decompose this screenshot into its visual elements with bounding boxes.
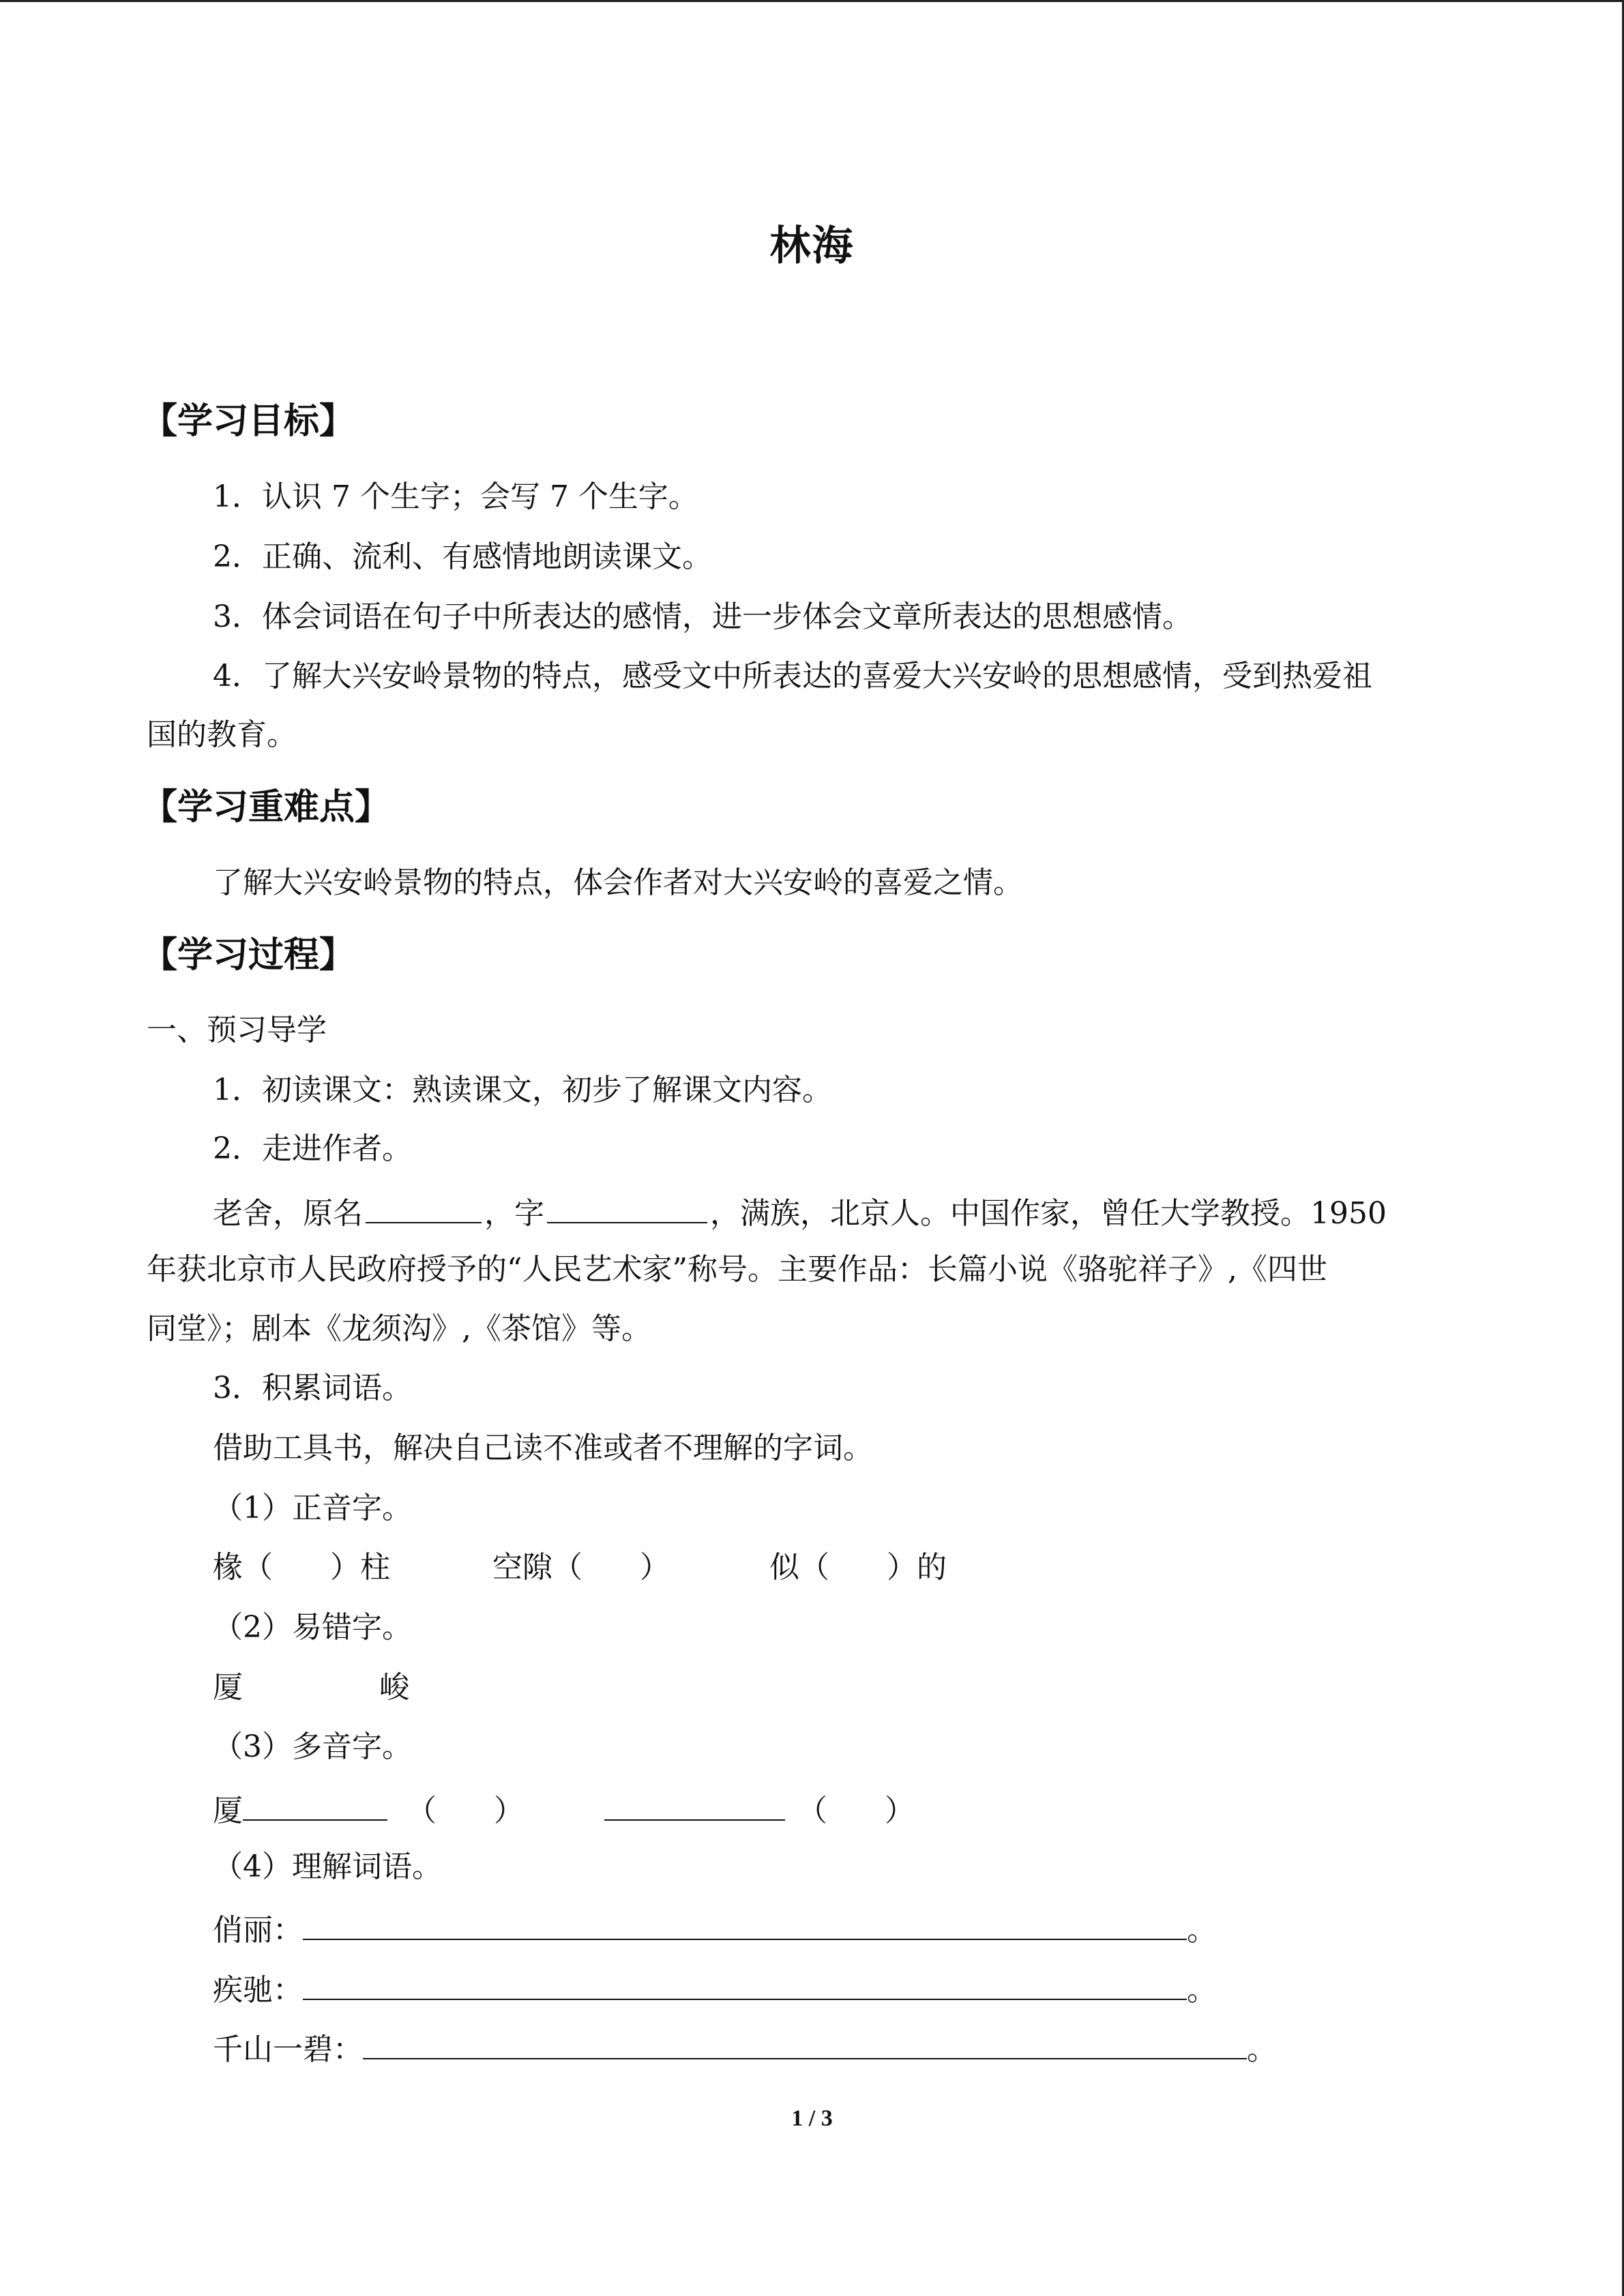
- q1-b-end: ）: [640, 1550, 670, 1585]
- word-3-blank[interactable]: [363, 2028, 1247, 2059]
- word-row-2: [213, 1969, 1217, 2009]
- q3-row-2: [604, 1789, 915, 1830]
- heading-goals: 【学习目标】: [142, 401, 355, 442]
- author-line-3: 同堂》；剧本《龙须沟》,《茶馆》等。: [147, 1311, 651, 1346]
- q1-c: [769, 1550, 947, 1586]
- blank-courtesy-name[interactable]: [547, 1192, 707, 1223]
- step3-desc: 借助工具书，解决自己读不准或者不理解的字词。: [213, 1431, 873, 1465]
- q3-paren-2-open: （: [797, 1793, 827, 1828]
- step2: 2．走进作者。: [213, 1131, 412, 1166]
- q2-char-a: 厦: [213, 1670, 243, 1705]
- author-line-2: 年获北京市人民政府授予的“人民艺术家”称号。主要作品：长篇小说《骆驼祥子》,《四世: [147, 1252, 1327, 1287]
- author-text-b: ，字: [484, 1196, 544, 1231]
- author-text-a: 老舍，原名: [213, 1196, 363, 1231]
- goal-item-3: 3．体会词语在句子中所表达的感情，进一步体会文章所表达的思想感情。: [213, 599, 1192, 634]
- author-line-1: [213, 1192, 1387, 1232]
- q1-a-end: ）柱: [330, 1550, 390, 1585]
- q1-title: （1）正音字。: [213, 1491, 412, 1525]
- step3: 3．积累词语。: [213, 1371, 412, 1405]
- word-3-label: 千山一碧：: [213, 2032, 363, 2067]
- goal-item-4: 4．了解大兴安岭景物的特点，感受文中所表达的喜爱大兴安岭的思想感情，受到热爱祖: [213, 659, 1372, 694]
- q3-paren-1-close: ）: [494, 1793, 524, 1828]
- page-number: 1 / 3: [791, 2106, 833, 2131]
- part1-title: 一、预习导学: [147, 1013, 327, 1047]
- goal-item-4-cont: 国的教育。: [147, 717, 297, 752]
- q3-title: （3）多音字。: [213, 1729, 412, 1764]
- q1-b-start: 空隙（: [492, 1550, 582, 1585]
- word-3-period: 。: [1247, 2032, 1277, 2067]
- goal-item-1: 1．认识 7 个生字；会写 7 个生字。: [213, 479, 698, 514]
- q1-b: [492, 1550, 670, 1586]
- q4-title: （4）理解词语。: [213, 1849, 442, 1884]
- q3-paren-1-open: （: [407, 1793, 437, 1828]
- q3-blank-1[interactable]: [243, 1789, 387, 1821]
- q2-title: （2）易错字。: [213, 1610, 412, 1645]
- q1-c-start: 似（: [769, 1550, 829, 1585]
- word-2-period: 。: [1187, 1973, 1217, 2008]
- word-2-label: 疾驰：: [213, 1973, 303, 2008]
- q3-char: 厦: [213, 1793, 243, 1828]
- word-1-period: 。: [1187, 1913, 1217, 1948]
- goal-item-2: 2．正确、流利、有感情地朗读课文。: [213, 539, 712, 574]
- word-1-blank[interactable]: [303, 1909, 1187, 1940]
- q3-blank-2[interactable]: [604, 1789, 785, 1821]
- author-text-c: ，满族，北京人。中国作家，曾任大学教授。1950: [710, 1196, 1387, 1231]
- q2-char-b: 峻: [379, 1670, 409, 1705]
- q1-a: [213, 1550, 390, 1586]
- step1: 1．初读课文：熟读课文，初步了解课文内容。: [213, 1073, 832, 1107]
- key-points-text: 了解大兴安岭景物的特点，体会作者对大兴安岭的喜爱之情。: [213, 865, 1023, 900]
- word-1-label: 俏丽：: [213, 1913, 303, 1948]
- heading-key-points: 【学习重难点】: [142, 787, 391, 828]
- heading-process: 【学习过程】: [142, 935, 355, 976]
- q3-row: [213, 1789, 524, 1830]
- word-row-1: [213, 1909, 1217, 1949]
- word-2-blank[interactable]: [303, 1969, 1187, 2000]
- page-title: 林海: [769, 222, 855, 270]
- q1-a-start: 椽（: [213, 1550, 273, 1585]
- q3-paren-2-close: ）: [885, 1793, 915, 1828]
- blank-original-name[interactable]: [366, 1192, 482, 1223]
- word-row-3: [213, 2028, 1277, 2068]
- q1-c-end: ）的: [887, 1550, 947, 1585]
